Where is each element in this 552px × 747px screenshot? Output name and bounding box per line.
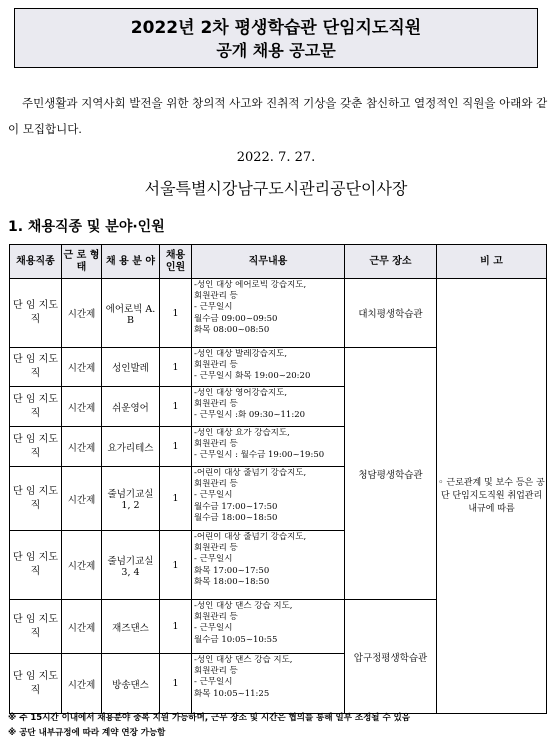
job-cell: 단 임 지도직: [10, 387, 62, 427]
duty-line: -성인 대상 에어로빅 강습지도,: [194, 280, 307, 290]
duty-cell: [192, 467, 345, 531]
duty-line: 월수금 09:00~09:50: [194, 313, 278, 324]
header-job: 채용직종: [10, 245, 62, 279]
duty-line: 회원관리 등: [194, 360, 238, 371]
duty-line: - 근무일시: [194, 554, 233, 565]
header-place: 근무 장소: [345, 245, 437, 279]
section-title: 1. 채용직종 및 분야·인원: [8, 219, 165, 235]
count-cell: 1: [160, 467, 192, 531]
job-cell: 단 임 지도직: [10, 531, 62, 600]
type-cell: 시간제: [62, 279, 102, 348]
header-note: 비 고: [437, 245, 547, 279]
intro-paragraph: 주민생활과 지역사회 발전을 위한 창의적 사고와 진취적 기상을 갖춘 참신하고 열정적인 직원을 아래와 같이 모집합니다.: [8, 96, 548, 136]
duty-line: -성인 대상 댄스 강습 지도,: [194, 655, 293, 665]
job-cell: 단 임 지도직: [10, 348, 62, 387]
duty-line: - 근무일시: [194, 302, 233, 313]
type-cell: 시간제: [62, 600, 102, 654]
duty-line: 회원관리 등: [194, 479, 238, 490]
duty-cell: [192, 427, 345, 467]
title-line-2: 공개 채용 공고문: [216, 41, 336, 60]
count-cell: 1: [160, 600, 192, 654]
title-line-1: 2022년 2차 평생학습관 단임지도직원: [130, 18, 422, 38]
duty-line: 화목 18:00~18:50: [194, 576, 270, 587]
duty-line: 회원관리 등: [194, 291, 238, 302]
field-cell: 줄넘기교실 1, 2: [102, 467, 160, 531]
header-type: 근 로 형 태: [62, 245, 102, 279]
field-cell: 에어로빅 A. B: [102, 279, 160, 348]
duty-line: 화목 10:05~11:25: [194, 688, 270, 699]
duty-cell: [192, 531, 345, 600]
announcement-date: 2022. 7. 27.: [236, 150, 316, 165]
duty-line: - 근무일시 : 월수금 19:00~19:50: [194, 450, 325, 461]
type-cell: 시간제: [62, 467, 102, 531]
count-cell: 1: [160, 348, 192, 387]
job-cell: 단 임 지도직: [10, 600, 62, 654]
header-field: 채 용 분 야: [102, 245, 160, 279]
duty-line: 회원관리 등: [194, 439, 238, 450]
count-cell: 1: [160, 387, 192, 427]
duty-line: 회원관리 등: [194, 612, 238, 623]
duty-line: -성인 대상 영어강습지도,: [194, 388, 288, 398]
job-cell: 단 임 지도직: [10, 467, 62, 531]
title-box: [14, 8, 538, 68]
type-cell: 시간제: [62, 654, 102, 714]
duty-line: - 근무일시: [194, 490, 233, 501]
duty-cell: [192, 387, 345, 427]
duty-line: 화목 08:00~08:50: [194, 324, 270, 335]
duty-line: - 근무일시: [194, 623, 233, 634]
duty-line: - 근무일시: [194, 677, 233, 688]
count-cell: 1: [160, 531, 192, 600]
duty-line: 월수금 18:00~18:50: [194, 512, 278, 523]
table-header-row: [10, 245, 547, 279]
type-cell: 시간제: [62, 348, 102, 387]
recruitment-table: [9, 244, 547, 714]
duty-line: -어린이 대상 줄넘기 강습지도,: [194, 468, 307, 478]
count-cell: 1: [160, 654, 192, 714]
count-cell: 1: [160, 279, 192, 348]
organization-name: 서울특별시강남구도시관리공단이사장: [144, 179, 408, 198]
field-cell: 줄넘기교실 3, 4: [102, 531, 160, 600]
job-cell: 단 임 지도직: [10, 279, 62, 348]
field-cell: 방송댄스: [102, 654, 160, 714]
duty-line: 화목 17:00~17:50: [194, 565, 270, 576]
place-cell: 대치평생학습관: [345, 279, 437, 348]
duty-line: -성인 대상 발레강습지도,: [194, 349, 288, 359]
header-duty: 직무내용: [192, 245, 345, 279]
footnote-1: ※ 주 15시간 이내에서 채용분야 중복 지원 가능하며, 근무 장소 및 시간은 협의를 통해 일부 조정될 수 있음: [8, 713, 411, 723]
duty-line: 회원관리 등: [194, 666, 238, 677]
duty-line: -성인 대상 요가 강습지도,: [194, 428, 290, 438]
duty-cell: [192, 600, 345, 654]
job-cell: 단 임 지도직: [10, 654, 62, 714]
duty-cell: [192, 654, 345, 714]
duty-cell: [192, 348, 345, 387]
field-cell: 요가리테스: [102, 427, 160, 467]
duty-line: - 근무일시 :화 09:30~11:20: [194, 410, 306, 421]
duty-line: 회원관리 등: [194, 399, 238, 410]
duty-line: - 근무일시 화목 19:00~20:20: [194, 371, 311, 382]
type-cell: 시간제: [62, 531, 102, 600]
type-cell: 시간제: [62, 427, 102, 467]
footnote-2: ※ 공단 내부규정에 따라 계약 연장 가능함: [8, 728, 166, 738]
duty-line: -성인 대상 댄스 강습 지도,: [194, 601, 293, 611]
duty-cell: [192, 279, 345, 348]
type-cell: 시간제: [62, 387, 102, 427]
place-cell: 압구정평생학습관: [345, 600, 437, 714]
duty-line: 월수금 17:00~17:50: [194, 501, 278, 512]
count-cell: 1: [160, 427, 192, 467]
place-cell: 청담평생학습관: [345, 348, 437, 600]
duty-line: -어린이 대상 줄넘기 강습지도,: [194, 532, 307, 542]
job-cell: 단 임 지도직: [10, 427, 62, 467]
header-count: 채용 인원: [160, 245, 192, 279]
duty-line: 회원관리 등: [194, 543, 238, 554]
table-row: [10, 279, 547, 348]
duty-line: 월수금 10:05~10:55: [194, 634, 278, 645]
note-cell: ◦ 근로관계 및 보수 등은 공단 단임지도직원 취업관리내규에 따름: [437, 279, 547, 714]
field-cell: 재즈댄스: [102, 600, 160, 654]
field-cell: 쉬운영어: [102, 387, 160, 427]
field-cell: 성인발레: [102, 348, 160, 387]
